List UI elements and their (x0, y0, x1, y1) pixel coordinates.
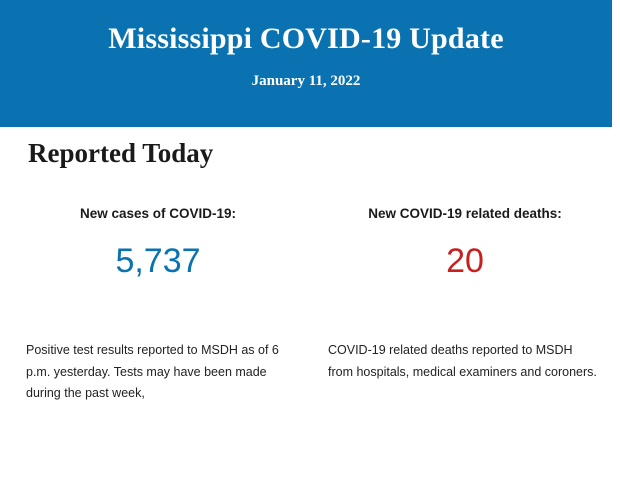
stat-new-cases-label: New cases of COVID-19: (79, 206, 237, 221)
stat-new-deaths-description: COVID-19 related deaths reported to MSDH from hospitals, medical examiners and coroners. (328, 343, 597, 379)
stat-new-deaths (306, 205, 612, 280)
stat-new-deaths-value: 20 (446, 241, 484, 280)
stat-new-deaths-label: New COVID-19 related deaths: (368, 206, 562, 221)
report-date: January 11, 2022 (251, 73, 361, 89)
stat-new-cases (0, 205, 306, 280)
section-heading: Reported Today (28, 138, 214, 168)
header-banner (0, 0, 612, 127)
stat-new-cases-value: 5,737 (115, 241, 201, 280)
descriptions-row (0, 340, 612, 405)
stats-row (0, 205, 612, 280)
page-title: Mississippi COVID-19 Update (108, 22, 504, 55)
stat-new-cases-description: Positive test results reported to MSDH as of 6 p.m. yesterday. Tests may have been made during the past week, (26, 343, 279, 400)
